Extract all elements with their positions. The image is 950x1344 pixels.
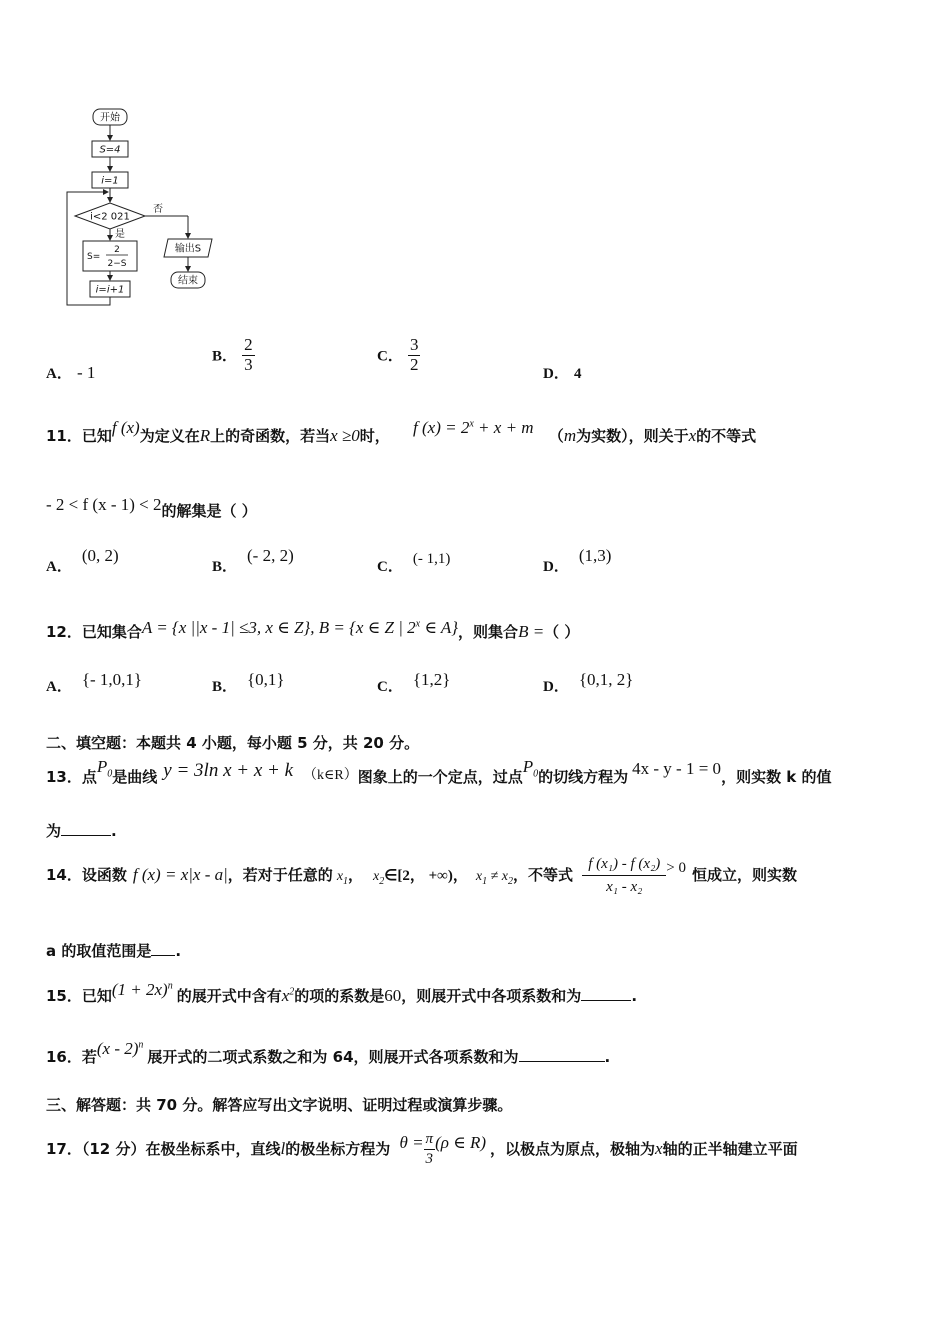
- q15-answer-blank[interactable]: [581, 986, 631, 1001]
- flow-start-text: 开始: [100, 112, 120, 124]
- q16-stem: 16．若(x - 2)$^n$展开式的二项式系数之和为 64，则展开式各项系数和为 .: [46, 1039, 611, 1066]
- flow-no-label: 否: [153, 204, 163, 215]
- q10-d-label: D．: [543, 366, 569, 382]
- flow-assign-lhs: S=: [87, 252, 101, 262]
- section-3-heading: 三、解答题：共 70 分。解答应写出文字说明、证明过程或演算步骤。: [46, 1096, 513, 1114]
- q13-stem: 13．点$P_0$是曲线 y = 3ln x + x + k （k∈R）图象上的一个定点，过点$P_0$的切线方程为 4x - y - 1 = 0，则实数 k 的值: [46, 757, 832, 786]
- q16-answer-blank[interactable]: [519, 1047, 605, 1062]
- flowchart: [60, 105, 235, 315]
- q12-option-a: A． {- 1,0,1}: [46, 670, 143, 695]
- q14-line2: a 的取值范围是 .: [46, 942, 182, 960]
- flow-increment-text: i=i+1: [95, 284, 125, 296]
- flow-output-text: 输出S: [174, 243, 202, 255]
- flow-init-s-text: S=4: [99, 144, 121, 156]
- q10-a-value: - 1: [76, 363, 96, 382]
- q13-answer-blank[interactable]: [61, 821, 111, 836]
- q12-option-b: B． {0,1}: [212, 670, 285, 695]
- flow-assign-num: 2: [114, 245, 120, 255]
- q11-option-b: B．(- 2, 2): [212, 546, 294, 575]
- q12-stem: 12．已知集合A = {x ||x - 1| ≤3, x ∈ Z}, B = {x ∈ Z | 2$^x$ ∈ A}，则集合B =（ ）: [46, 618, 580, 641]
- q10-option-a: [46, 362, 95, 383]
- flow-end-text: 结束: [178, 275, 198, 287]
- q10-option-c: [377, 336, 420, 374]
- q11-option-c: C． (- 1,1): [377, 551, 451, 575]
- q10-b-label: B．: [212, 348, 238, 365]
- q10-option-d: [543, 362, 581, 383]
- q14-stem: 14．设函数 f (x) = x|x - a|，若对于任意的 $x_1$， $x_2\in[2$， +∞)， $x_1 \ne x_2$，不等式 $\frac{\text{f (x₁) - f (x₂)}}{\text{x₁ - x₂}}$ > 0 恒成立，则实数: [46, 850, 797, 900]
- q11-option-a: A．(0, 2): [46, 546, 119, 575]
- q12-option-d: D． {0,1, 2}: [543, 670, 634, 695]
- q11-inequality: - 2 < f (x - 1) < 2的解集是（ ）: [46, 495, 257, 520]
- q14-answer-blank[interactable]: [151, 941, 175, 956]
- flow-init-i-text: i=1: [101, 175, 119, 187]
- flow-condition-text: i<2 021: [90, 211, 130, 223]
- flow-assign-den: 2−S: [107, 259, 127, 269]
- q13-line2: 为 .: [46, 822, 117, 840]
- q12-option-c: C． {1,2}: [377, 670, 451, 695]
- q10-option-b: [212, 336, 255, 374]
- q10-d-value: 4: [573, 366, 582, 382]
- q10-c-label: C．: [377, 348, 403, 365]
- section-2-heading: 二、填空题：本题共 4 小题，每小题 5 分，共 20 分。: [46, 734, 420, 752]
- flow-yes-label: 是: [115, 229, 125, 240]
- q15-stem: 15．已知$(1 + 2x)^n$的展开式中含有$x^2$的项的系数是60，则展开式中各项系数和为 .: [46, 980, 638, 1005]
- q10-c-fraction: $\frac{3}{2}$: [409, 335, 419, 374]
- q17-stem: 17．（12 分）在极坐标系中，直线l的极坐标方程为 θ = $\frac{\pi}{3}$ (ρ ∈ R) ，以极点为原点，极轴为x轴的正半轴建立平面: [46, 1130, 798, 1167]
- q10-a-label: A．: [46, 366, 72, 382]
- q11-stem: 11．已知f (x)为定义在R上的奇函数，若当x ≥0时， f $(x) = 2^x + x + m$ （m为实数），则关于x的不等式: [46, 418, 757, 445]
- q10-b-fraction: $\frac{2}{3}$: [244, 335, 253, 374]
- q11-option-d: D．(1,3): [543, 546, 612, 575]
